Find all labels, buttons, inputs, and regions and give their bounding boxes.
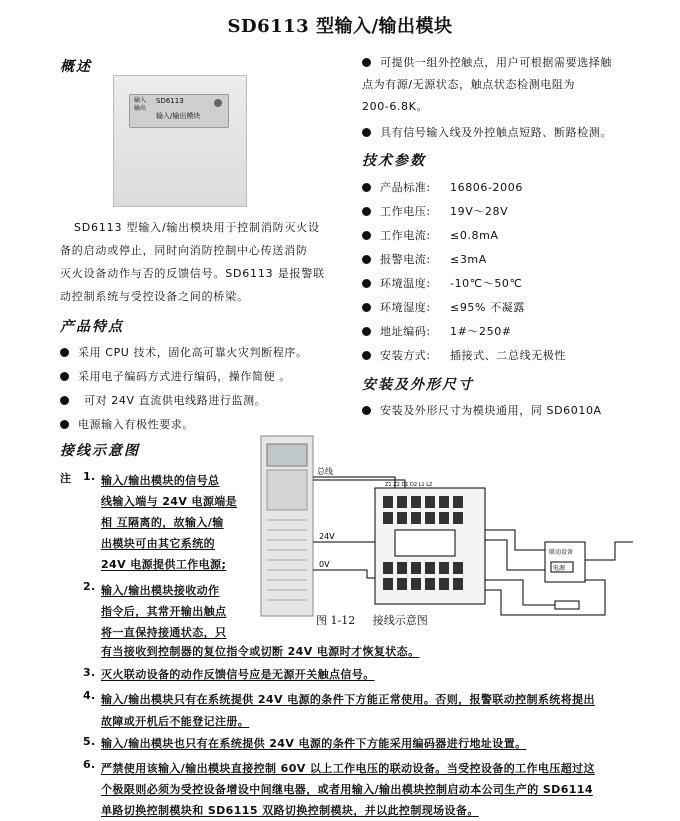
spec-row: 报警电流: ≤3mA xyxy=(362,247,662,271)
note-num: 6. xyxy=(83,758,96,771)
bullet-icon xyxy=(362,128,371,137)
page-title: SD6113 型输入/输出模块 xyxy=(227,16,453,37)
spec-row: 工作电流: ≤0.8mA xyxy=(362,223,662,247)
spec-row: 地址编码: 1#～250# xyxy=(362,319,662,343)
bullet-icon xyxy=(362,255,371,264)
note-num: 1. xyxy=(83,470,96,483)
feature-item: 可对 24V 直流供电线路进行监测。 xyxy=(60,393,350,417)
right-bullet: 具有信号输入线及外控触点短路、断路检测。 xyxy=(362,122,662,144)
spec-row: 环境湿度: ≤95% 不凝露 xyxy=(362,295,662,319)
bullet-icon xyxy=(362,327,371,336)
overview-line: 灭火设备动作与否的反馈信号。SD6113 是报警联 xyxy=(60,267,325,280)
bullet-icon xyxy=(362,231,371,240)
bullet-icon xyxy=(60,372,69,381)
v0-label: 0V xyxy=(319,560,330,569)
note-num: 2. xyxy=(83,580,96,593)
spec-row: 安装方式: 插接式、二总线无极性 xyxy=(362,343,662,367)
bullet-icon xyxy=(60,348,69,357)
features-list xyxy=(60,345,350,441)
feature-item: 电源输入有极性要求。 xyxy=(60,417,350,441)
module-tag: 输入 xyxy=(134,97,147,104)
bullet-icon xyxy=(60,396,69,405)
note-2-tail: 有当接收到控制器的复位指令或切断 24V 电源时才恢复状态。 xyxy=(101,645,420,658)
bullet-icon xyxy=(362,58,371,67)
note-num: 4. xyxy=(83,689,96,702)
bullet-icon xyxy=(362,279,371,288)
install-item: 安装及外形尺寸为模块通用，同 SD6010A xyxy=(362,403,662,419)
note-6: 严禁使用该输入/输出模块直接控制 60V 以上工作电压的联动设备。当受控设备的工作电压超过这 个极限则必须为受控设备增设中间继电器，或者用输入/输出模块控制启动本公司生产的 SD6114 单路切换控制模块和 SD6115 双路切换控制模块，并以此控制现场设备。 xyxy=(101,762,595,817)
terminal-top-labels: Z1 Z2 D1 D2 L1 L2 xyxy=(385,482,433,488)
note-prefix: 注 xyxy=(60,472,72,485)
bullet-icon xyxy=(362,303,371,312)
note-num: 3. xyxy=(83,666,96,679)
led-icon xyxy=(214,99,222,107)
wiring-diagram xyxy=(255,430,655,630)
bullet-icon xyxy=(362,351,371,360)
feature-item: 采用 CPU 技术，固化高可靠火灾判断程序。 xyxy=(60,345,350,369)
module-photo xyxy=(113,75,247,207)
feature-item: 采用电子编码方式进行编码，操作简便 。 xyxy=(60,369,350,393)
note-num: 5. xyxy=(83,735,96,748)
figure-caption: 图 1-12 接线示意图 xyxy=(316,614,428,627)
right-bullet: 可提供一组外控触点，用户可根据需要选择触 点为有源/无源状态，触点状态检测电阻为 200-6.8K。 xyxy=(362,56,612,113)
spec-row: 工作电压: 19V～28V xyxy=(362,199,662,223)
module-model: SD6113 xyxy=(156,97,184,105)
resistor-icon xyxy=(555,601,579,609)
bullet-icon xyxy=(362,406,371,415)
module-tag-list xyxy=(134,97,146,113)
module-faceplate xyxy=(129,94,229,128)
note-2: 输入/输出模块接收动作 指令后，其常开输出触点 将一直保持接通状态，只 xyxy=(101,584,227,639)
overview-text xyxy=(60,216,340,308)
overview-line: 动控制系统与受控设备之间的桥梁。 xyxy=(60,290,249,303)
bullet-icon xyxy=(362,207,371,216)
features-heading: 产品特点 xyxy=(60,319,124,335)
v24-label: 24V xyxy=(319,532,335,541)
note-1: 输入/输出模块的信号总 线输入端与 24V 电源端是 相 互隔离的，故输入/输 出模块可由其它系统的 24V 电源提供工作电源; xyxy=(101,474,238,571)
spec-row: 产品标准: 16806-2006 xyxy=(362,175,662,199)
install-heading: 安装及外形尺寸 xyxy=(362,377,474,393)
power-label: 电源 xyxy=(553,565,566,572)
note-4: 输入/输出模块只有在系统提供 24V 电源的条件下方能正常使用。否则，报警联动控制系统将提出 故障或开机后不能登记注册。 xyxy=(101,693,595,728)
overview-line: SD6113 型输入/输出模块用于控制消防灭火设 xyxy=(74,221,320,234)
module-tag: 输出 xyxy=(134,105,147,112)
specs-heading: 技术参数 xyxy=(362,153,426,169)
bus-label: 总线 xyxy=(317,467,333,476)
right-bullets xyxy=(362,52,662,144)
overview-heading: 概述 xyxy=(60,59,92,75)
module-name: 输入/输出模块 xyxy=(156,112,201,120)
device-label: 联动设备 xyxy=(549,549,574,556)
wiring-heading: 接线示意图 xyxy=(60,443,140,459)
bullet-icon xyxy=(60,420,69,429)
note-3: 灭火联动设备的动作反馈信号应是无源开关触点信号。 xyxy=(101,668,375,681)
specs-list xyxy=(362,175,662,367)
overview-line: 备的启动或停止，同时向消防控制中心传送消防 xyxy=(60,244,308,257)
bullet-icon xyxy=(362,183,371,192)
spec-row: 环境温度: -10℃～50℃ xyxy=(362,271,662,295)
note-5: 输入/输出模块也只有在系统提供 24V 电源的条件下方能采用编码器进行地址设置。 xyxy=(101,737,527,750)
